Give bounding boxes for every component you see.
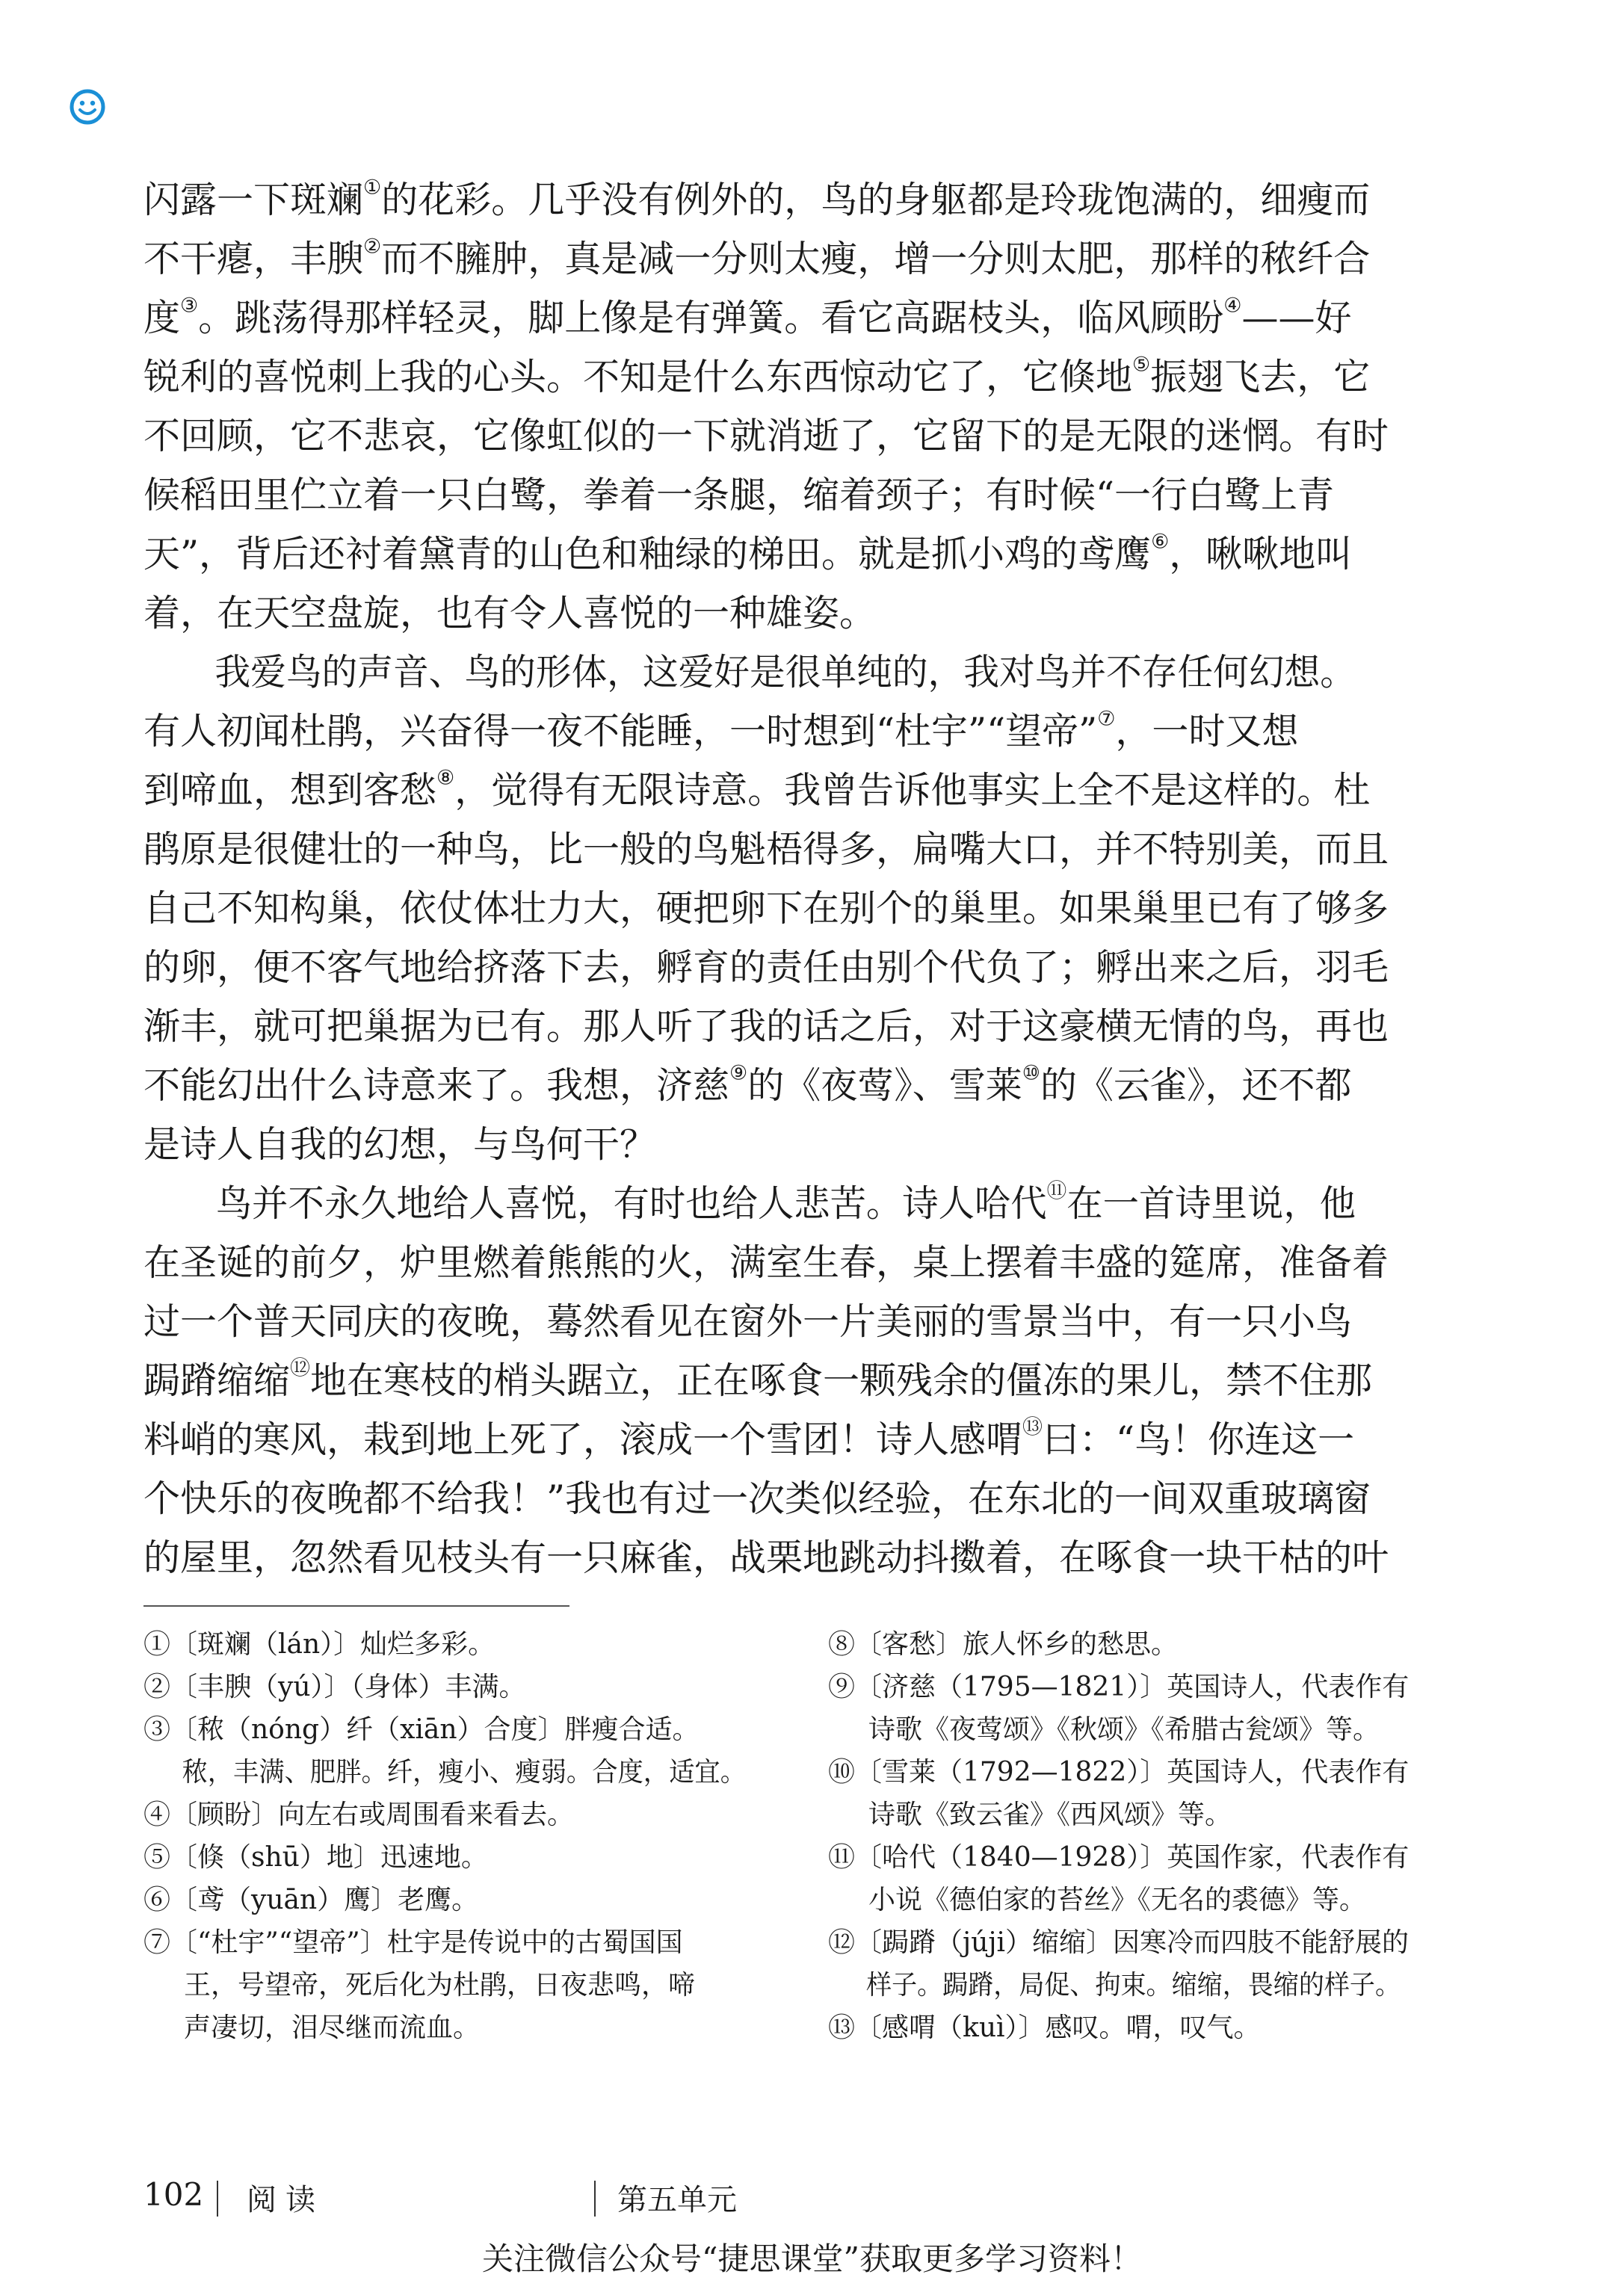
text-run: 不干瘪，丰腴 <box>143 238 364 280</box>
text-line <box>143 997 1429 1056</box>
text-line <box>143 229 1429 288</box>
text-run: 跼蹐缩缩 <box>143 1359 291 1402</box>
text-run: 候稻田里伫立着一只白鹭，拳着一条腿，缩着颈子；有时候“一行白鹭上青 <box>143 474 1335 516</box>
text-line <box>143 1351 1429 1410</box>
footer-notice: 关注微信公众号“捷思课堂”获取更多学习资料！ <box>482 2240 1142 2277</box>
text-run: ——好 <box>1241 297 1352 339</box>
text-line <box>143 1410 1429 1469</box>
text-line <box>143 1233 1429 1292</box>
footnote-line: ⑧〔客愁〕旅人怀乡的愁思。 <box>828 1629 1179 1660</box>
text-run: 的《云雀》，还不都 <box>1040 1064 1352 1107</box>
text-run: 鸟并不永久地给人喜悦，有时也给人悲苦。诗人哈代 <box>215 1182 1047 1225</box>
text-run: ，觉得有无限诗意。我曾告诉他事实上全不是这样的。杜 <box>454 769 1371 812</box>
text-line <box>143 1528 1429 1587</box>
footnote-ref: ⑪ <box>1046 1179 1067 1203</box>
footnote-line: 样子。跼蹐，局促、拘束。缩缩，畏缩的样子。 <box>866 1970 1401 2001</box>
footnote-ref: ③ <box>180 294 199 318</box>
main-text <box>143 170 1429 1587</box>
footnote-ref: ⑦ <box>1097 707 1116 731</box>
text-line <box>143 170 1429 229</box>
footnote-line: 秾，丰满、肥胖。纤，瘦小、瘦弱。合度，适宜。 <box>182 1757 747 1788</box>
footnote-line: 王，号望帝，死后化为杜鹃，日夜悲鸣，啼 <box>184 1970 696 2001</box>
footnote-ref: ④ <box>1223 294 1242 318</box>
text-run: 是诗人自我的幻想，与鸟何干？ <box>143 1123 657 1166</box>
footnote-ref: ⑥ <box>1151 530 1170 554</box>
text-run: 地在寒枝的梢头踞立，正在啄食一颗残余的僵冻的果儿，禁不住那 <box>310 1359 1373 1402</box>
footnotes-left-column <box>143 1623 786 2049</box>
text-run: 到啼血，想到客愁 <box>143 769 437 812</box>
text-run: 。跳荡得那样轻灵，脚上像是有弹簧。看它高踞枝头，临风顾盼 <box>198 297 1224 339</box>
text-run: 不回顾，它不悲哀，它像虹似的一下就消逝了，它留下的是无限的迷惘。有时 <box>143 415 1389 457</box>
text-line <box>143 1174 1412 1233</box>
text-run: 自己不知构巢，依仗体壮力大，硬把卵下在别个的巢里。如果巢里已有了够多 <box>143 887 1389 930</box>
text-line <box>143 879 1429 938</box>
text-run: ，啾啾地叫 <box>1169 533 1353 575</box>
text-run: 曰：“鸟！你连这一 <box>1043 1418 1355 1461</box>
footnote-line: ⑥〔鸢（yuān）鹰〕老鹰。 <box>143 1885 479 1915</box>
text-line <box>143 466 1429 525</box>
text-line <box>143 584 1429 643</box>
footnote-line: ⑦〔“杜宇”“望帝”〕杜宇是传说中的古蜀国国 <box>143 1927 683 1958</box>
text-run: 渐丰，就可把巢据为已有。那人听了我的话之后，对于这豪横无情的鸟，再也 <box>143 1005 1389 1048</box>
footnote-line: 小说《德伯家的苔丝》《无名的裘德》等。 <box>868 1885 1367 1915</box>
footnote-ref: ⑤ <box>1132 353 1151 377</box>
footer-divider <box>594 2181 596 2217</box>
footnote-line: ⑪〔哈代（1840—1928）〕英国作家，代表作有 <box>828 1842 1410 1873</box>
footnote-line: ①〔斑斓（lán）〕灿烂多彩。 <box>143 1629 495 1660</box>
footnote-line: ②〔丰腴（yú）〕（身体）丰满。 <box>143 1672 526 1702</box>
footnote-line: 诗歌《夜莺颂》《秋颂》《希腊古瓮颂》等。 <box>868 1714 1380 1745</box>
footnote-line: ⑩〔雪莱（1792—1822）〕英国诗人，代表作有 <box>828 1757 1410 1788</box>
text-run: 个快乐的夜晚都不给我！”我也有过一次类似经验，在东北的一间双重玻璃窗 <box>143 1477 1371 1520</box>
text-line <box>143 1056 1429 1115</box>
text-line <box>143 288 1429 348</box>
text-run: 不能幻出什么诗意来了。我想，济慈 <box>143 1064 730 1107</box>
text-run: 着，在天空盘旋，也有令人喜悦的一种雄姿。 <box>143 592 877 634</box>
text-run: 在一首诗里说，他 <box>1066 1182 1356 1225</box>
text-run: 天”，背后还衬着黛青的山色和釉绿的梯田。就是抓小鸡的鸢鹰 <box>143 533 1152 575</box>
footnote-ref: ⑨ <box>729 1061 748 1085</box>
text-run: 振翅飞去，它 <box>1150 356 1371 398</box>
footnote-ref: ⑫ <box>290 1356 311 1380</box>
page-number: 102 <box>143 2176 204 2213</box>
text-line <box>143 643 1395 702</box>
footnote-line: ⑨〔济慈（1795—1821）〕英国诗人，代表作有 <box>828 1672 1410 1702</box>
text-line <box>143 938 1429 997</box>
text-line <box>143 820 1429 879</box>
footnote-ref: ⑧ <box>436 766 455 790</box>
text-run: 锐利的喜悦刺上我的心头。不知是什么东西惊动它了，它倏地 <box>143 356 1133 398</box>
footnote-line: ④〔顾盼〕向左右或周围看来看去。 <box>143 1800 575 1830</box>
text-line <box>143 525 1429 584</box>
footnote-ref: ⑩ <box>1022 1061 1040 1085</box>
text-line <box>143 348 1429 407</box>
text-run: 的花彩。几乎没有例外的，鸟的身躯都是玲珑饱满的，细瘦而 <box>381 179 1371 221</box>
text-line <box>143 761 1429 820</box>
text-line <box>143 1469 1429 1528</box>
text-run: 我爱鸟的声音、鸟的形体，这爱好是很单纯的，我对鸟并不存任何幻想。 <box>214 651 1356 694</box>
text-line <box>143 1292 1429 1351</box>
text-run: ，一时又想 <box>1115 710 1299 753</box>
text-line <box>143 702 1429 761</box>
footnote-line: ⑬〔感喟（kuì）〕感叹。喟，叹气。 <box>828 2013 1261 2043</box>
text-run: 料峭的寒风，栽到地上死了，滚成一个雪团！诗人感喟 <box>143 1418 1023 1461</box>
text-run: 而不臃肿，真是减一分则太瘦，增一分则太肥，那样的秾纤合 <box>381 238 1371 280</box>
text-run: 的卵，便不客气地给挤落下去，孵育的责任由别个代负了；孵出来之后，羽毛 <box>143 946 1389 989</box>
footnote-line: ⑤〔倏（shū）地〕迅速地。 <box>143 1842 488 1873</box>
text-run: 在圣诞的前夕，炉里燃着熊熊的火，满室生春，桌上摆着丰盛的筵席，准备着 <box>143 1241 1389 1284</box>
text-line <box>143 407 1429 466</box>
section-label: 阅读 <box>247 2183 324 2217</box>
footnotes-right-column <box>828 1623 1441 2049</box>
footnote-line: 声凄切，泪尽继而流血。 <box>184 2013 481 2043</box>
text-run: 度 <box>143 297 181 339</box>
footnote-divider <box>143 1605 569 1607</box>
text-run: 闪露一下斑斓 <box>143 179 364 221</box>
text-run: 的屋里，忽然看见枝头有一只麻雀，战栗地跳动抖擞着，在啄食一块干枯的叶 <box>143 1536 1389 1579</box>
text-run: 过一个普天同庆的夜晚，蓦然看见在窗外一片美丽的雪景当中，有一只小鸟 <box>143 1300 1353 1343</box>
footnote-ref: ⑬ <box>1022 1415 1043 1439</box>
footnote-line: ⑫〔跼蹐（júji）缩缩〕因寒冷而四肢不能舒展的 <box>828 1927 1410 1958</box>
unit-label: 第五单元 <box>617 2183 737 2217</box>
text-run: 鹃原是很健壮的一种鸟，比一般的鸟魁梧得多，扁嘴大口，并不特别美，而且 <box>143 828 1389 871</box>
text-line <box>143 1115 1429 1174</box>
text-run: 有人初闻杜鹃，兴奋得一夜不能睡，一时想到“杜宇”“望帝” <box>143 710 1098 753</box>
footnote-ref: ② <box>363 235 382 259</box>
smiley-icon <box>69 88 106 126</box>
footnote-line: ③〔秾（nóng）纤（xiān）合度〕胖瘦合适。 <box>143 1714 700 1745</box>
text-run: 的《夜莺》、雪莱 <box>747 1064 1022 1107</box>
footnote-ref: ① <box>363 176 382 200</box>
footer-divider <box>217 2181 218 2217</box>
footnote-line: 诗歌《致云雀》《西风颂》等。 <box>868 1800 1232 1830</box>
